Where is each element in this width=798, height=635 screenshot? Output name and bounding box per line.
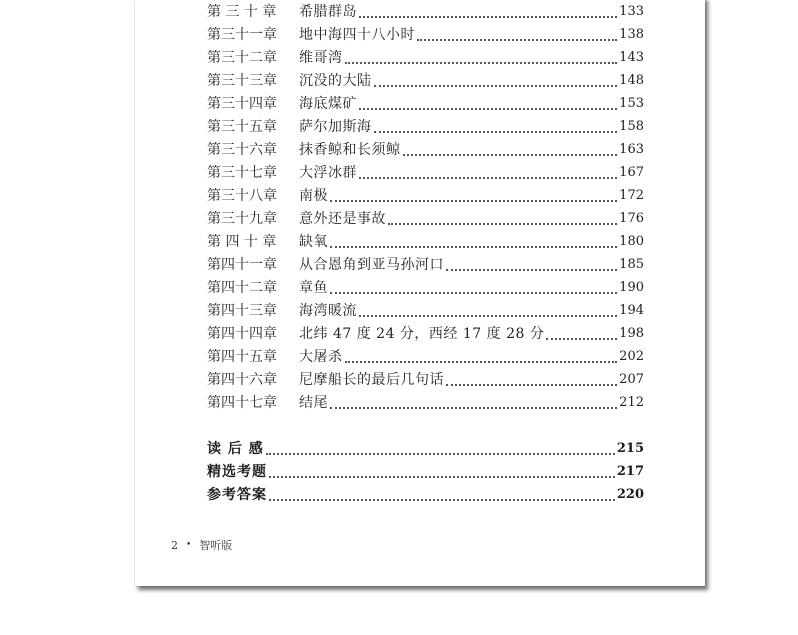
footer-bullet: • [186, 540, 192, 550]
chapter-title: 南极 [299, 188, 328, 204]
back-matter-title: 参考答案 [207, 487, 267, 503]
chapter-title: 抹香鲸和长须鲸 [299, 142, 401, 158]
chapter-title: 尼摩船长的最后几句话 [299, 372, 444, 388]
chapter-number: 第四十二章 [207, 280, 277, 296]
page-number: 215 [616, 441, 644, 456]
page-number: 217 [616, 464, 644, 479]
toc-row [207, 277, 644, 299]
back-matter-title: 精选考题 [207, 464, 267, 480]
chapter-number: 第三十八章 [207, 188, 277, 204]
chapter-title: 萨尔加斯海 [299, 119, 372, 135]
toc-row [207, 93, 644, 115]
page-number: 138 [619, 27, 644, 42]
dot-leader [446, 268, 617, 271]
footer-edition: 智听版 [199, 539, 233, 552]
dot-leader [330, 245, 617, 248]
chapter-number: 第四十五章 [207, 349, 277, 365]
toc-row [207, 24, 644, 46]
toc-row [207, 1, 644, 23]
toc-row [207, 231, 644, 253]
chapter-number: 第四十六章 [207, 372, 277, 388]
chapter-number: 第四十一章 [207, 257, 277, 273]
back-matter-row [207, 484, 644, 506]
chapter-number: 第三十一章 [207, 27, 277, 43]
page-number: 194 [619, 303, 644, 318]
chapter-number: 第三十四章 [207, 96, 277, 112]
chapter-number: 第四十七章 [207, 395, 277, 411]
back-matter-row [207, 438, 644, 460]
back-matter-title: 读 后 感 [207, 441, 264, 457]
toc-row [207, 47, 644, 69]
dot-leader [446, 383, 617, 386]
page-number: 202 [619, 349, 644, 364]
chapter-title: 缺氧 [299, 234, 328, 250]
chapter-title: 地中海四十八小时 [299, 27, 415, 43]
dot-leader [330, 291, 617, 294]
toc-row [207, 300, 644, 322]
dot-leader [345, 61, 618, 64]
page-number: 172 [619, 188, 644, 203]
toc-row [207, 346, 644, 368]
chapter-title: 海底煤矿 [299, 96, 357, 112]
chapter-title: 维哥湾 [299, 50, 343, 66]
chapter-number: 第三十二章 [207, 50, 277, 66]
dot-leader [345, 360, 618, 363]
dot-leader [359, 314, 617, 317]
toc-row [207, 139, 644, 161]
chapter-number: 第三十三章 [207, 73, 277, 89]
dot-leader [374, 130, 618, 133]
dot-leader [359, 107, 617, 110]
chapter-title: 海湾暖流 [299, 303, 357, 319]
chapter-title: 章鱼 [299, 280, 328, 296]
chapter-number: 第 三 十 章 [207, 4, 277, 20]
page-number: 167 [619, 165, 644, 180]
chapter-number: 第三十五章 [207, 119, 277, 135]
chapter-number: 第四十四章 [207, 326, 277, 342]
page-number: 198 [619, 326, 644, 341]
chapter-number: 第三十七章 [207, 165, 277, 181]
chapter-number: 第三十六章 [207, 142, 277, 158]
page-number: 185 [619, 257, 644, 272]
page-number: 212 [619, 395, 644, 410]
toc-row [207, 116, 644, 138]
page-number: 220 [616, 487, 644, 502]
toc-row [207, 323, 644, 345]
dot-leader [330, 199, 617, 202]
toc-row [207, 208, 644, 230]
page-number: 180 [619, 234, 644, 249]
chapter-title: 沉没的大陆 [299, 73, 372, 89]
page-number: 158 [619, 119, 644, 134]
page-number: 190 [619, 280, 644, 295]
page-number: 133 [619, 4, 644, 19]
chapter-title: 希腊群岛 [299, 4, 357, 20]
page-number: 153 [619, 96, 644, 111]
toc-row [207, 369, 644, 391]
dot-leader [546, 337, 617, 340]
chapter-number: 第四十三章 [207, 303, 277, 319]
toc-row [207, 392, 644, 414]
dot-leader [330, 406, 617, 409]
dot-leader [269, 475, 615, 478]
back-matter-row [207, 461, 644, 483]
chapter-title: 意外还是事故 [299, 211, 386, 227]
dot-leader [417, 38, 617, 41]
page-number: 176 [619, 211, 644, 226]
dot-leader [359, 15, 617, 18]
page-footer [171, 537, 232, 553]
dot-leader [388, 222, 617, 225]
footer-page-number: 2 [171, 538, 178, 552]
page-number: 143 [619, 50, 644, 65]
page-number: 207 [619, 372, 644, 387]
dot-leader [266, 452, 615, 455]
chapter-title: 大屠杀 [299, 349, 343, 365]
dot-leader [374, 84, 618, 87]
chapter-number: 第 四 十 章 [207, 234, 277, 250]
chapter-title: 北纬 47 度 24 分，西经 17 度 28 分 [299, 326, 545, 342]
dot-leader [403, 153, 618, 156]
toc-row [207, 185, 644, 207]
toc-row [207, 254, 644, 276]
dot-leader [269, 498, 615, 501]
chapter-title: 结尾 [299, 395, 328, 411]
chapter-title: 从合恩角到亚马孙河口 [299, 257, 444, 273]
toc-row [207, 70, 644, 92]
book-page [135, 0, 705, 586]
chapter-number: 第三十九章 [207, 211, 277, 227]
toc-row [207, 162, 644, 184]
page-number: 163 [619, 142, 644, 157]
chapter-title: 大浮冰群 [299, 165, 357, 181]
page-number: 148 [619, 73, 644, 88]
dot-leader [359, 176, 617, 179]
